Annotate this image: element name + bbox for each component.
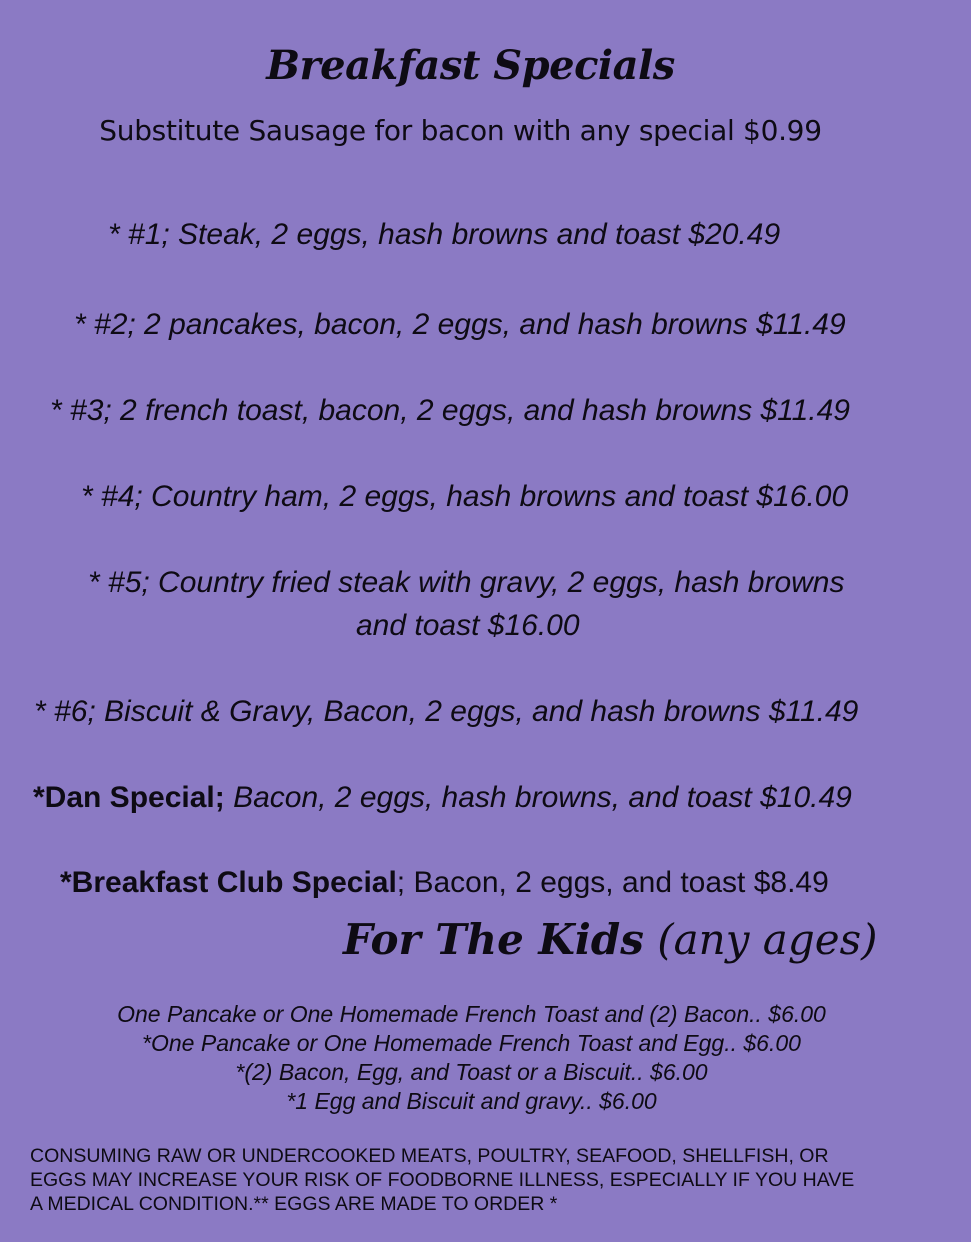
- special-5-line-1: * #5; Country fried steak with gravy, 2 eggs, hash browns: [88, 566, 845, 599]
- special-breakfast-club-name: *Breakfast Club Special: [60, 866, 397, 899]
- special-1: * #1; Steak, 2 eggs, hash browns and toast $20.49: [108, 218, 781, 251]
- food-safety-warning: [30, 1144, 945, 1216]
- kids-heading-main: For The Kids: [343, 915, 644, 964]
- special-6: * #6; Biscuit & Gravy, Bacon, 2 eggs, and hash browns $11.49: [34, 695, 859, 728]
- special-3: * #3; 2 french toast, bacon, 2 eggs, and hash browns $11.49: [50, 394, 850, 427]
- special-breakfast-club-details: ; Bacon, 2 eggs, and toast $8.49: [396, 866, 829, 899]
- kids-heading: [343, 915, 878, 964]
- substitute-note: Substitute Sausage for bacon with any special $0.99: [99, 114, 822, 147]
- special-dan-name: *Dan Special;: [33, 781, 225, 814]
- page-title: Breakfast Specials: [266, 42, 675, 89]
- kids-item: *1 Egg and Biscuit and gravy.. $6.00: [286, 1088, 657, 1114]
- special-dan-details: Bacon, 2 eggs, hash browns, and toast $10.49: [224, 781, 852, 814]
- special-breakfast-club: [60, 866, 829, 900]
- kids-item: *(2) Bacon, Egg, and Toast or a Biscuit.. $6.00: [235, 1059, 708, 1085]
- special-dan: [33, 781, 852, 815]
- special-4: * #4; Country ham, 2 eggs, hash browns and toast $16.00: [81, 480, 849, 513]
- kids-heading-note: (any ages): [643, 915, 878, 964]
- warning-line: A MEDICAL CONDITION.** EGGS ARE MADE TO ORDER *: [30, 1193, 558, 1215]
- kids-item: *One Pancake or One Homemade French Toast and Egg.. $6.00: [142, 1030, 801, 1056]
- kids-item: One Pancake or One Homemade French Toast and (2) Bacon.. $6.00: [117, 1001, 826, 1027]
- special-5-line-2: and toast $16.00: [356, 609, 580, 642]
- special-2: * #2; 2 pancakes, bacon, 2 eggs, and hash browns $11.49: [74, 308, 846, 341]
- warning-line: EGGS MAY INCREASE YOUR RISK OF FOODBORNE ILLNESS, ESPECIALLY IF YOU HAVE: [30, 1169, 855, 1191]
- kids-menu-list: [0, 1000, 957, 1116]
- warning-line: CONSUMING RAW OR UNDERCOOKED MEATS, POULTRY, SEAFOOD, SHELLFISH, OR: [30, 1145, 829, 1167]
